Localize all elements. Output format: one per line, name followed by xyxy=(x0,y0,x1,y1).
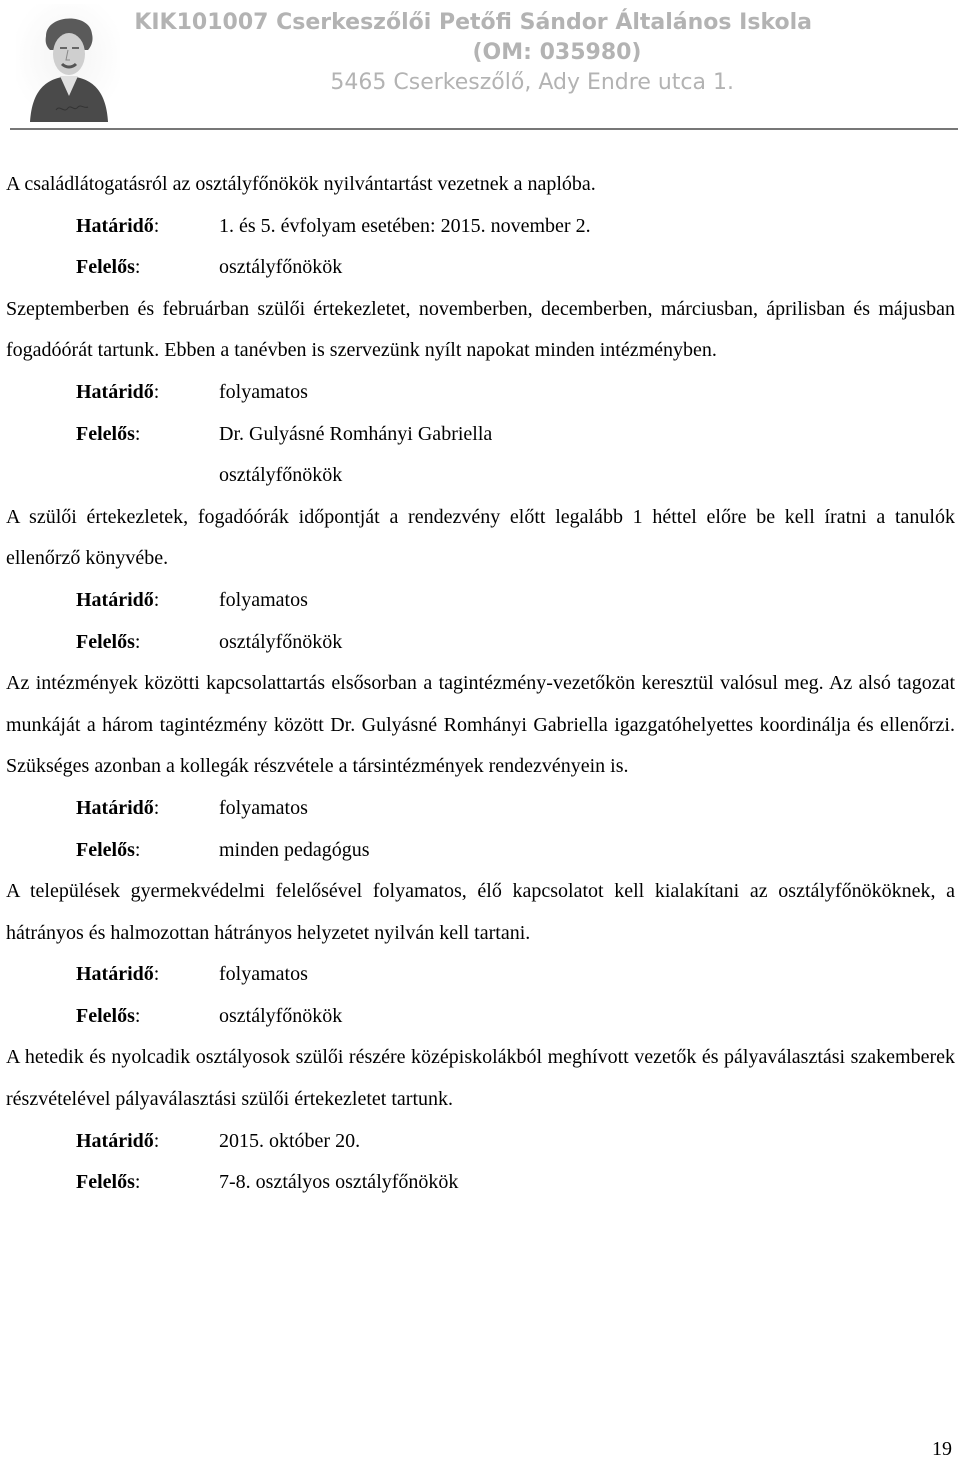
paragraph: A szülői értekezletek, fogadóórák időpontját a rendezvény előtt legalább 1 héttel előre be kell íratni a tanulók ellenőrző könyvébe. xyxy=(6,505,955,570)
paragraph: A családlátogatásról az osztályfőnökök nyilvántartást vezetnek a naplóba. xyxy=(6,173,596,195)
deadline-label: Határidő: xyxy=(76,588,160,611)
deadline-label: Határidő: xyxy=(76,796,160,819)
responsible-value: osztályfőnökök xyxy=(219,630,343,653)
responsible-row xyxy=(6,622,955,664)
deadline-value: folyamatos xyxy=(219,796,308,819)
responsible-row xyxy=(6,414,955,456)
deadline-value: folyamatos xyxy=(219,380,308,403)
paragraph: A hetedik és nyolcadik osztályosok szülői részére középiskolákból meghívott vezetők és pályaválasztási szakemberek részvételével pályaválasztási szülői értekezletet tartunk. xyxy=(6,1046,955,1111)
deadline-row xyxy=(6,206,955,248)
responsible-value: 7-8. osztályos osztályfőnökök xyxy=(219,1171,459,1194)
responsible-row xyxy=(6,247,955,289)
deadline-row xyxy=(6,372,955,414)
school-header-text xyxy=(92,8,812,98)
responsible-label: Felelős: xyxy=(76,256,141,279)
page-number: 19 xyxy=(932,1438,952,1460)
responsible-row xyxy=(6,830,955,872)
document-body xyxy=(6,164,955,1204)
deadline-value: 2015. október 20. xyxy=(219,1129,361,1152)
responsible-label: Felelős: xyxy=(76,1171,141,1194)
responsible-row xyxy=(6,996,955,1038)
deadline-label: Határidő: xyxy=(76,1129,160,1152)
deadline-row xyxy=(6,580,955,622)
responsible-label: Felelős: xyxy=(76,1004,141,1027)
school-name: KIK101007 Cserkeszőlői Petőfi Sándor Általános Iskola xyxy=(134,10,812,35)
responsible-value-continued: osztályfőnökök xyxy=(219,464,343,487)
header-divider xyxy=(10,128,958,130)
responsible-label: Felelős: xyxy=(76,422,141,445)
responsible-row xyxy=(6,1162,955,1204)
paragraph: Szeptemberben és februárban szülői értekezletet, novemberben, decemberben, márciusban, áprilisban és májusban fogadóórát tartunk. Ebben a tanévben is szervezünk nyílt napokat minden intézményben. xyxy=(6,297,955,362)
deadline-label: Határidő: xyxy=(76,214,160,237)
deadline-value: folyamatos xyxy=(219,588,308,611)
responsible-label: Felelős: xyxy=(76,838,141,861)
responsible-value: osztályfőnökök xyxy=(219,256,343,279)
responsible-label: Felelős: xyxy=(76,630,141,653)
paragraph: A települések gyermekvédelmi felelősével folyamatos, élő kapcsolatot kell kialakítani az osztályfőnököknek, a hátrányos és halmozottan hátrányos helyzetet nyilván kell tartani. xyxy=(6,880,955,944)
deadline-label: Határidő: xyxy=(76,380,160,403)
responsible-value: Dr. Gulyásné Romhányi Gabriella xyxy=(219,422,493,445)
deadline-value: folyamatos xyxy=(219,963,308,986)
page-header xyxy=(0,0,960,128)
paragraph: Az intézmények közötti kapcsolattartás elsősorban a tagintézmény-vezetőkön keresztül valósul meg. Az alsó tagozat munkáját a három tagintézmény között Dr. Gulyásné Romhányi Gabriella igazgatóhelyettes koordinálja és ellenőrzi. Szükséges azonban a kollegák részvétele a társintézmények rendezvényein is. xyxy=(6,672,955,778)
deadline-value: 1. és 5. évfolyam esetében: 2015. november 2. xyxy=(219,214,591,237)
responsible-value: osztályfőnökök xyxy=(219,1004,343,1027)
deadline-row xyxy=(6,788,955,830)
deadline-row xyxy=(6,1121,955,1163)
school-om-id: (OM: 035980) xyxy=(472,40,642,65)
deadline-label: Határidő: xyxy=(76,963,160,986)
deadline-row xyxy=(6,954,955,996)
school-address: 5465 Cserkeszőlő, Ady Endre utca 1. xyxy=(330,70,734,95)
responsible-value: minden pedagógus xyxy=(219,838,370,861)
